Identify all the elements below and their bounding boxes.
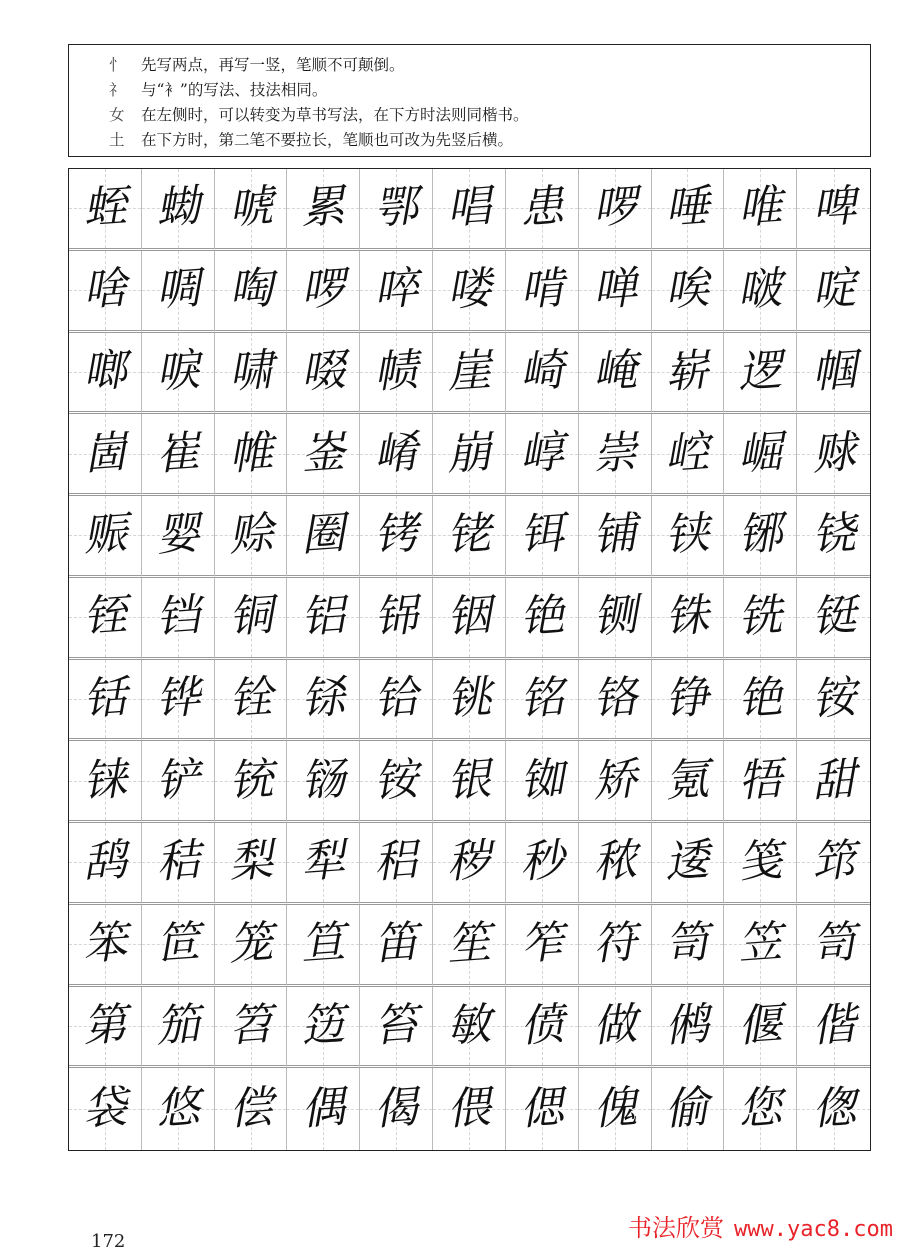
handwritten-character: 偷 xyxy=(663,1081,712,1136)
note-text: 在左侧时，可以转变为草书写法，在下方时法则同楷书。 xyxy=(141,106,529,124)
grid-cell xyxy=(506,823,579,905)
grid-cell xyxy=(287,578,360,660)
grid-cell xyxy=(142,578,215,660)
grid-cell xyxy=(142,987,215,1069)
handwritten-character: 秾 xyxy=(590,834,639,889)
grid-cell xyxy=(579,905,652,987)
grid-cell xyxy=(797,414,870,496)
grid-cell xyxy=(797,823,870,905)
handwritten-character: 铳 xyxy=(226,753,275,808)
grid-cell xyxy=(142,1068,215,1150)
grid-cell xyxy=(797,578,870,660)
handwritten-character: 铫 xyxy=(445,671,493,726)
grid-cell xyxy=(579,496,652,578)
grid-cell xyxy=(652,414,725,496)
grid-cell xyxy=(724,333,797,415)
handwritten-character: 做 xyxy=(590,998,639,1053)
grid-cell xyxy=(433,660,506,742)
handwritten-character: 铡 xyxy=(590,589,639,644)
grid-cell xyxy=(652,496,725,578)
handwritten-character: 帻 xyxy=(372,344,420,399)
handwritten-character: 唾 xyxy=(663,180,712,235)
handwritten-character: 袋 xyxy=(81,1081,129,1136)
note-radical: 女 xyxy=(109,106,125,124)
handwritten-character: 铛 xyxy=(153,589,202,644)
grid-cell xyxy=(69,251,142,333)
handwritten-character: 铵 xyxy=(372,753,420,808)
note-row xyxy=(109,128,870,153)
grid-cell xyxy=(215,987,288,1069)
handwritten-character: 氪 xyxy=(663,753,712,808)
handwritten-character: 铜 xyxy=(226,589,275,644)
grid-cell xyxy=(215,660,288,742)
grid-cell xyxy=(360,251,433,333)
handwritten-character: 铦 xyxy=(81,671,129,726)
handwritten-character: 笸 xyxy=(153,916,202,971)
handwritten-character: 赇 xyxy=(809,426,858,481)
handwritten-character: 偶 xyxy=(299,1081,348,1136)
grid-cell xyxy=(652,823,725,905)
handwritten-character: 啤 xyxy=(809,180,858,235)
handwritten-character: 铧 xyxy=(153,671,202,726)
handwritten-character: 铮 xyxy=(663,671,712,726)
handwritten-character: 偕 xyxy=(809,998,858,1053)
handwritten-character: 笥 xyxy=(663,916,712,971)
grid-cell xyxy=(69,741,142,823)
handwritten-character: 蜐 xyxy=(153,180,202,235)
grid-cell xyxy=(797,905,870,987)
handwritten-character: 铣 xyxy=(736,589,784,644)
handwritten-character: 崤 xyxy=(372,426,420,481)
grid-cell xyxy=(287,496,360,578)
handwritten-character: 啰 xyxy=(299,262,348,317)
handwritten-character: 婴 xyxy=(153,507,202,562)
grid-cell xyxy=(724,987,797,1069)
handwritten-character: 敏 xyxy=(445,998,493,1053)
handwritten-character: 筇 xyxy=(809,834,858,889)
handwritten-character: 崆 xyxy=(663,426,712,481)
watermark-site-name: 书法欣赏 xyxy=(628,1214,725,1242)
handwritten-character: 逻 xyxy=(736,344,784,399)
grid-cell xyxy=(797,987,870,1069)
grid-cell xyxy=(142,496,215,578)
grid-cell xyxy=(287,823,360,905)
grid-cell xyxy=(433,578,506,660)
handwritten-character: 铴 xyxy=(299,753,348,808)
grid-cell xyxy=(433,741,506,823)
handwritten-character: 啜 xyxy=(299,344,348,399)
grid-cell xyxy=(724,414,797,496)
grid-cell xyxy=(142,169,215,251)
handwritten-character: 稆 xyxy=(372,834,420,889)
note-radical: 忄 xyxy=(109,56,125,74)
grid-cell xyxy=(69,578,142,660)
grid-cell xyxy=(215,251,288,333)
grid-cell xyxy=(287,741,360,823)
handwritten-character: 铘 xyxy=(736,507,784,562)
note-radical: 土 xyxy=(109,131,125,149)
handwritten-character: 铵 xyxy=(809,671,858,726)
grid-cell xyxy=(797,660,870,742)
character-practice-grid xyxy=(68,168,871,1151)
grid-cell xyxy=(142,905,215,987)
handwritten-character: 偲 xyxy=(518,1081,566,1136)
grid-cell xyxy=(724,169,797,251)
handwritten-character: 铯 xyxy=(736,671,784,726)
handwritten-character: 崇 xyxy=(590,426,639,481)
handwritten-character: 铯 xyxy=(518,589,566,644)
grid-cell xyxy=(215,414,288,496)
page-number: 172 xyxy=(91,1231,126,1252)
handwritten-character: 啐 xyxy=(372,262,420,317)
handwritten-character: 笺 xyxy=(736,834,784,889)
handwritten-character: 圈 xyxy=(299,507,348,562)
grid-cell xyxy=(652,905,725,987)
grid-cell xyxy=(433,414,506,496)
handwritten-character: 鄂 xyxy=(372,180,420,235)
note-text: 与“衤”的写法、技法相同。 xyxy=(141,81,328,99)
handwritten-character: 崔 xyxy=(153,426,202,481)
grid-cell xyxy=(506,905,579,987)
grid-cell xyxy=(506,333,579,415)
grid-cell xyxy=(215,169,288,251)
grid-cell xyxy=(652,169,725,251)
grid-cell xyxy=(652,333,725,415)
grid-cell xyxy=(579,414,652,496)
handwritten-character: 铨 xyxy=(226,671,275,726)
grid-cell xyxy=(724,496,797,578)
grid-cell xyxy=(506,414,579,496)
grid-cell xyxy=(360,578,433,660)
handwritten-character: 偃 xyxy=(736,998,784,1053)
grid-cell xyxy=(797,169,870,251)
handwritten-character: 逶 xyxy=(663,834,712,889)
handwritten-character: 牾 xyxy=(736,753,784,808)
handwritten-character: 梨 xyxy=(226,834,275,889)
grid-cell xyxy=(360,333,433,415)
grid-cell xyxy=(142,823,215,905)
grid-cell xyxy=(69,660,142,742)
handwritten-character: 崎 xyxy=(518,344,566,399)
grid-cell xyxy=(724,741,797,823)
grid-cell xyxy=(142,333,215,415)
handwritten-character: 唱 xyxy=(445,180,493,235)
handwritten-character: 啁 xyxy=(153,262,202,317)
grid-cell xyxy=(506,578,579,660)
grid-cell xyxy=(287,1068,360,1150)
grid-cell xyxy=(142,660,215,742)
grid-cell xyxy=(69,169,142,251)
handwritten-character: 铩 xyxy=(299,671,348,726)
grid-cell xyxy=(69,414,142,496)
grid-cell xyxy=(433,169,506,251)
handwritten-character: 铼 xyxy=(81,753,129,808)
handwritten-character: 犁 xyxy=(299,834,348,889)
grid-cell xyxy=(724,1068,797,1150)
grid-cell xyxy=(433,251,506,333)
handwritten-character: 符 xyxy=(590,916,639,971)
handwritten-character: 唯 xyxy=(736,180,784,235)
note-row xyxy=(109,78,870,103)
grid-cell xyxy=(797,741,870,823)
handwritten-character: 铭 xyxy=(518,671,566,726)
handwritten-character: 啸 xyxy=(226,344,275,399)
handwritten-character: 铐 xyxy=(372,507,420,562)
handwritten-character: 偈 xyxy=(372,1081,420,1136)
grid-cell xyxy=(287,333,360,415)
handwritten-character: 笛 xyxy=(372,916,420,971)
grid-cell xyxy=(579,251,652,333)
grid-cell xyxy=(797,333,870,415)
grid-cell xyxy=(360,741,433,823)
handwritten-character: 笮 xyxy=(518,916,566,971)
handwritten-character: 啃 xyxy=(518,262,566,317)
handwritten-character: 铢 xyxy=(663,589,712,644)
handwritten-character: 笪 xyxy=(299,916,348,971)
grid-cell xyxy=(506,496,579,578)
grid-cell xyxy=(360,823,433,905)
grid-cell xyxy=(215,905,288,987)
handwritten-character: 秽 xyxy=(445,834,493,889)
handwritten-character: 铤 xyxy=(809,589,858,644)
grid-cell xyxy=(69,496,142,578)
handwritten-character: 您 xyxy=(736,1081,784,1136)
handwritten-character: 啕 xyxy=(226,262,275,317)
grid-cell xyxy=(652,251,725,333)
grid-cell xyxy=(579,823,652,905)
grid-cell xyxy=(433,1068,506,1150)
watermark-url: www.yac8.com xyxy=(734,1217,893,1242)
handwritten-character: 笠 xyxy=(736,916,784,971)
grid-cell xyxy=(506,741,579,823)
grid-cell xyxy=(360,905,433,987)
handwritten-character: 秸 xyxy=(153,834,202,889)
grid-cell xyxy=(579,987,652,1069)
grid-cell xyxy=(287,905,360,987)
grid-cell xyxy=(433,333,506,415)
handwritten-character: 笨 xyxy=(81,916,129,971)
grid-cell xyxy=(360,496,433,578)
grid-cell xyxy=(142,251,215,333)
note-text: 在下方时，第二笔不要拉长，笔顺也可改为先竖后横。 xyxy=(141,131,514,149)
handwritten-character: 啰 xyxy=(590,180,639,235)
grid-cell xyxy=(797,251,870,333)
grid-cell xyxy=(579,741,652,823)
handwritten-character: 蛭 xyxy=(81,180,129,235)
handwritten-character: 鸺 xyxy=(663,998,712,1053)
grid-cell xyxy=(69,1068,142,1150)
handwritten-character: 鸹 xyxy=(81,834,129,889)
handwritten-character: 唳 xyxy=(153,344,202,399)
note-row xyxy=(109,103,870,128)
handwritten-character: 啴 xyxy=(590,262,639,317)
handwritten-character: 第 xyxy=(81,998,129,1053)
handwritten-character: 患 xyxy=(518,180,566,235)
grid-cell xyxy=(360,660,433,742)
grid-cell xyxy=(69,823,142,905)
grid-cell xyxy=(287,251,360,333)
grid-cell xyxy=(142,414,215,496)
handwritten-character: 铙 xyxy=(809,507,858,562)
handwritten-character: 喽 xyxy=(445,262,493,317)
grid-cell xyxy=(360,414,433,496)
grid-cell xyxy=(433,496,506,578)
handwritten-character: 铒 xyxy=(518,507,566,562)
grid-cell xyxy=(797,496,870,578)
handwritten-character: 唉 xyxy=(663,262,712,317)
handwritten-character: 铪 xyxy=(372,671,420,726)
site-watermark xyxy=(628,1208,893,1243)
handwritten-character: 啷 xyxy=(81,344,129,399)
grid-cell xyxy=(215,823,288,905)
grid-cell xyxy=(287,987,360,1069)
grid-cell xyxy=(360,1068,433,1150)
grid-cell xyxy=(69,987,142,1069)
handwritten-character: 偿 xyxy=(226,1081,275,1136)
handwritten-character: 崟 xyxy=(299,426,348,481)
handwritten-character: 帼 xyxy=(809,344,858,399)
handwritten-character: 啵 xyxy=(736,262,784,317)
grid-cell xyxy=(215,1068,288,1150)
handwritten-character: 偬 xyxy=(809,1081,858,1136)
grid-cell xyxy=(506,251,579,333)
handwritten-character: 笳 xyxy=(153,998,202,1053)
grid-cell xyxy=(215,496,288,578)
handwritten-character: 崛 xyxy=(736,426,784,481)
handwritten-character: 铗 xyxy=(663,507,712,562)
handwritten-character: 铑 xyxy=(445,507,493,562)
handwritten-character: 帷 xyxy=(226,426,275,481)
grid-cell xyxy=(579,578,652,660)
grid-cell xyxy=(652,1068,725,1150)
grid-cell xyxy=(724,578,797,660)
grid-cell xyxy=(360,987,433,1069)
note-radical: 礻 xyxy=(109,81,125,99)
grid-cell xyxy=(652,660,725,742)
handwritten-character: 笞 xyxy=(372,998,420,1053)
handwritten-character: 赊 xyxy=(226,507,275,562)
grid-cell xyxy=(215,578,288,660)
grid-cell xyxy=(506,660,579,742)
handwritten-character: 啶 xyxy=(809,262,858,317)
grid-cell xyxy=(652,578,725,660)
handwritten-character: 铺 xyxy=(590,507,639,562)
handwritten-character: 铟 xyxy=(445,589,493,644)
grid-cell xyxy=(652,741,725,823)
handwritten-character: 铷 xyxy=(518,753,566,808)
radical-notes-box xyxy=(68,44,871,157)
grid-cell xyxy=(579,1068,652,1150)
handwritten-character: 笼 xyxy=(226,916,275,971)
grid-cell xyxy=(69,905,142,987)
handwritten-character: 笤 xyxy=(226,998,275,1053)
handwritten-character: 笥 xyxy=(809,916,858,971)
handwritten-character: 悠 xyxy=(153,1081,202,1136)
handwritten-character: 铞 xyxy=(372,589,420,644)
handwritten-character: 铲 xyxy=(153,753,202,808)
grid-cell xyxy=(69,333,142,415)
grid-cell xyxy=(215,741,288,823)
grid-cell xyxy=(724,660,797,742)
handwritten-character: 笾 xyxy=(299,998,348,1053)
grid-cell xyxy=(433,987,506,1069)
grid-cell xyxy=(579,333,652,415)
grid-cell xyxy=(579,169,652,251)
grid-cell xyxy=(360,169,433,251)
handwritten-character: 偎 xyxy=(445,1081,493,1136)
handwritten-character: 笙 xyxy=(445,916,493,971)
grid-cell xyxy=(506,169,579,251)
handwritten-character: 偾 xyxy=(518,998,566,1053)
handwritten-character: 崦 xyxy=(590,344,639,399)
handwritten-character: 崩 xyxy=(445,426,493,481)
handwritten-character: 矫 xyxy=(590,753,639,808)
handwritten-character: 崖 xyxy=(445,344,493,399)
note-row xyxy=(109,53,870,78)
grid-cell xyxy=(215,333,288,415)
handwritten-character: 崮 xyxy=(81,426,129,481)
grid-cell xyxy=(287,414,360,496)
handwritten-character: 唬 xyxy=(226,180,275,235)
grid-cell xyxy=(287,169,360,251)
grid-cell xyxy=(506,987,579,1069)
grid-cell xyxy=(724,251,797,333)
grid-cell xyxy=(724,823,797,905)
handwritten-character: 赈 xyxy=(81,507,129,562)
note-text: 先写两点，再写一竖，笔顺不可颠倒。 xyxy=(141,56,405,74)
handwritten-character: 崞 xyxy=(518,426,566,481)
handwritten-character: 铬 xyxy=(590,671,639,726)
handwritten-character: 铚 xyxy=(81,589,129,644)
grid-cell xyxy=(579,660,652,742)
grid-cell xyxy=(433,823,506,905)
grid-cell xyxy=(506,1068,579,1150)
grid-cell xyxy=(142,741,215,823)
grid-cell xyxy=(652,987,725,1069)
handwritten-character: 傀 xyxy=(590,1081,639,1136)
handwritten-character: 啥 xyxy=(81,262,129,317)
grid-cell xyxy=(797,1068,870,1150)
grid-cell xyxy=(724,905,797,987)
handwritten-character: 甜 xyxy=(809,753,858,808)
handwritten-character: 崭 xyxy=(663,344,712,399)
handwritten-character: 铝 xyxy=(299,589,348,644)
grid-cell xyxy=(433,905,506,987)
grid-cell xyxy=(287,660,360,742)
handwritten-character: 秒 xyxy=(518,834,566,889)
handwritten-character: 累 xyxy=(299,180,348,235)
handwritten-character: 银 xyxy=(445,753,493,808)
